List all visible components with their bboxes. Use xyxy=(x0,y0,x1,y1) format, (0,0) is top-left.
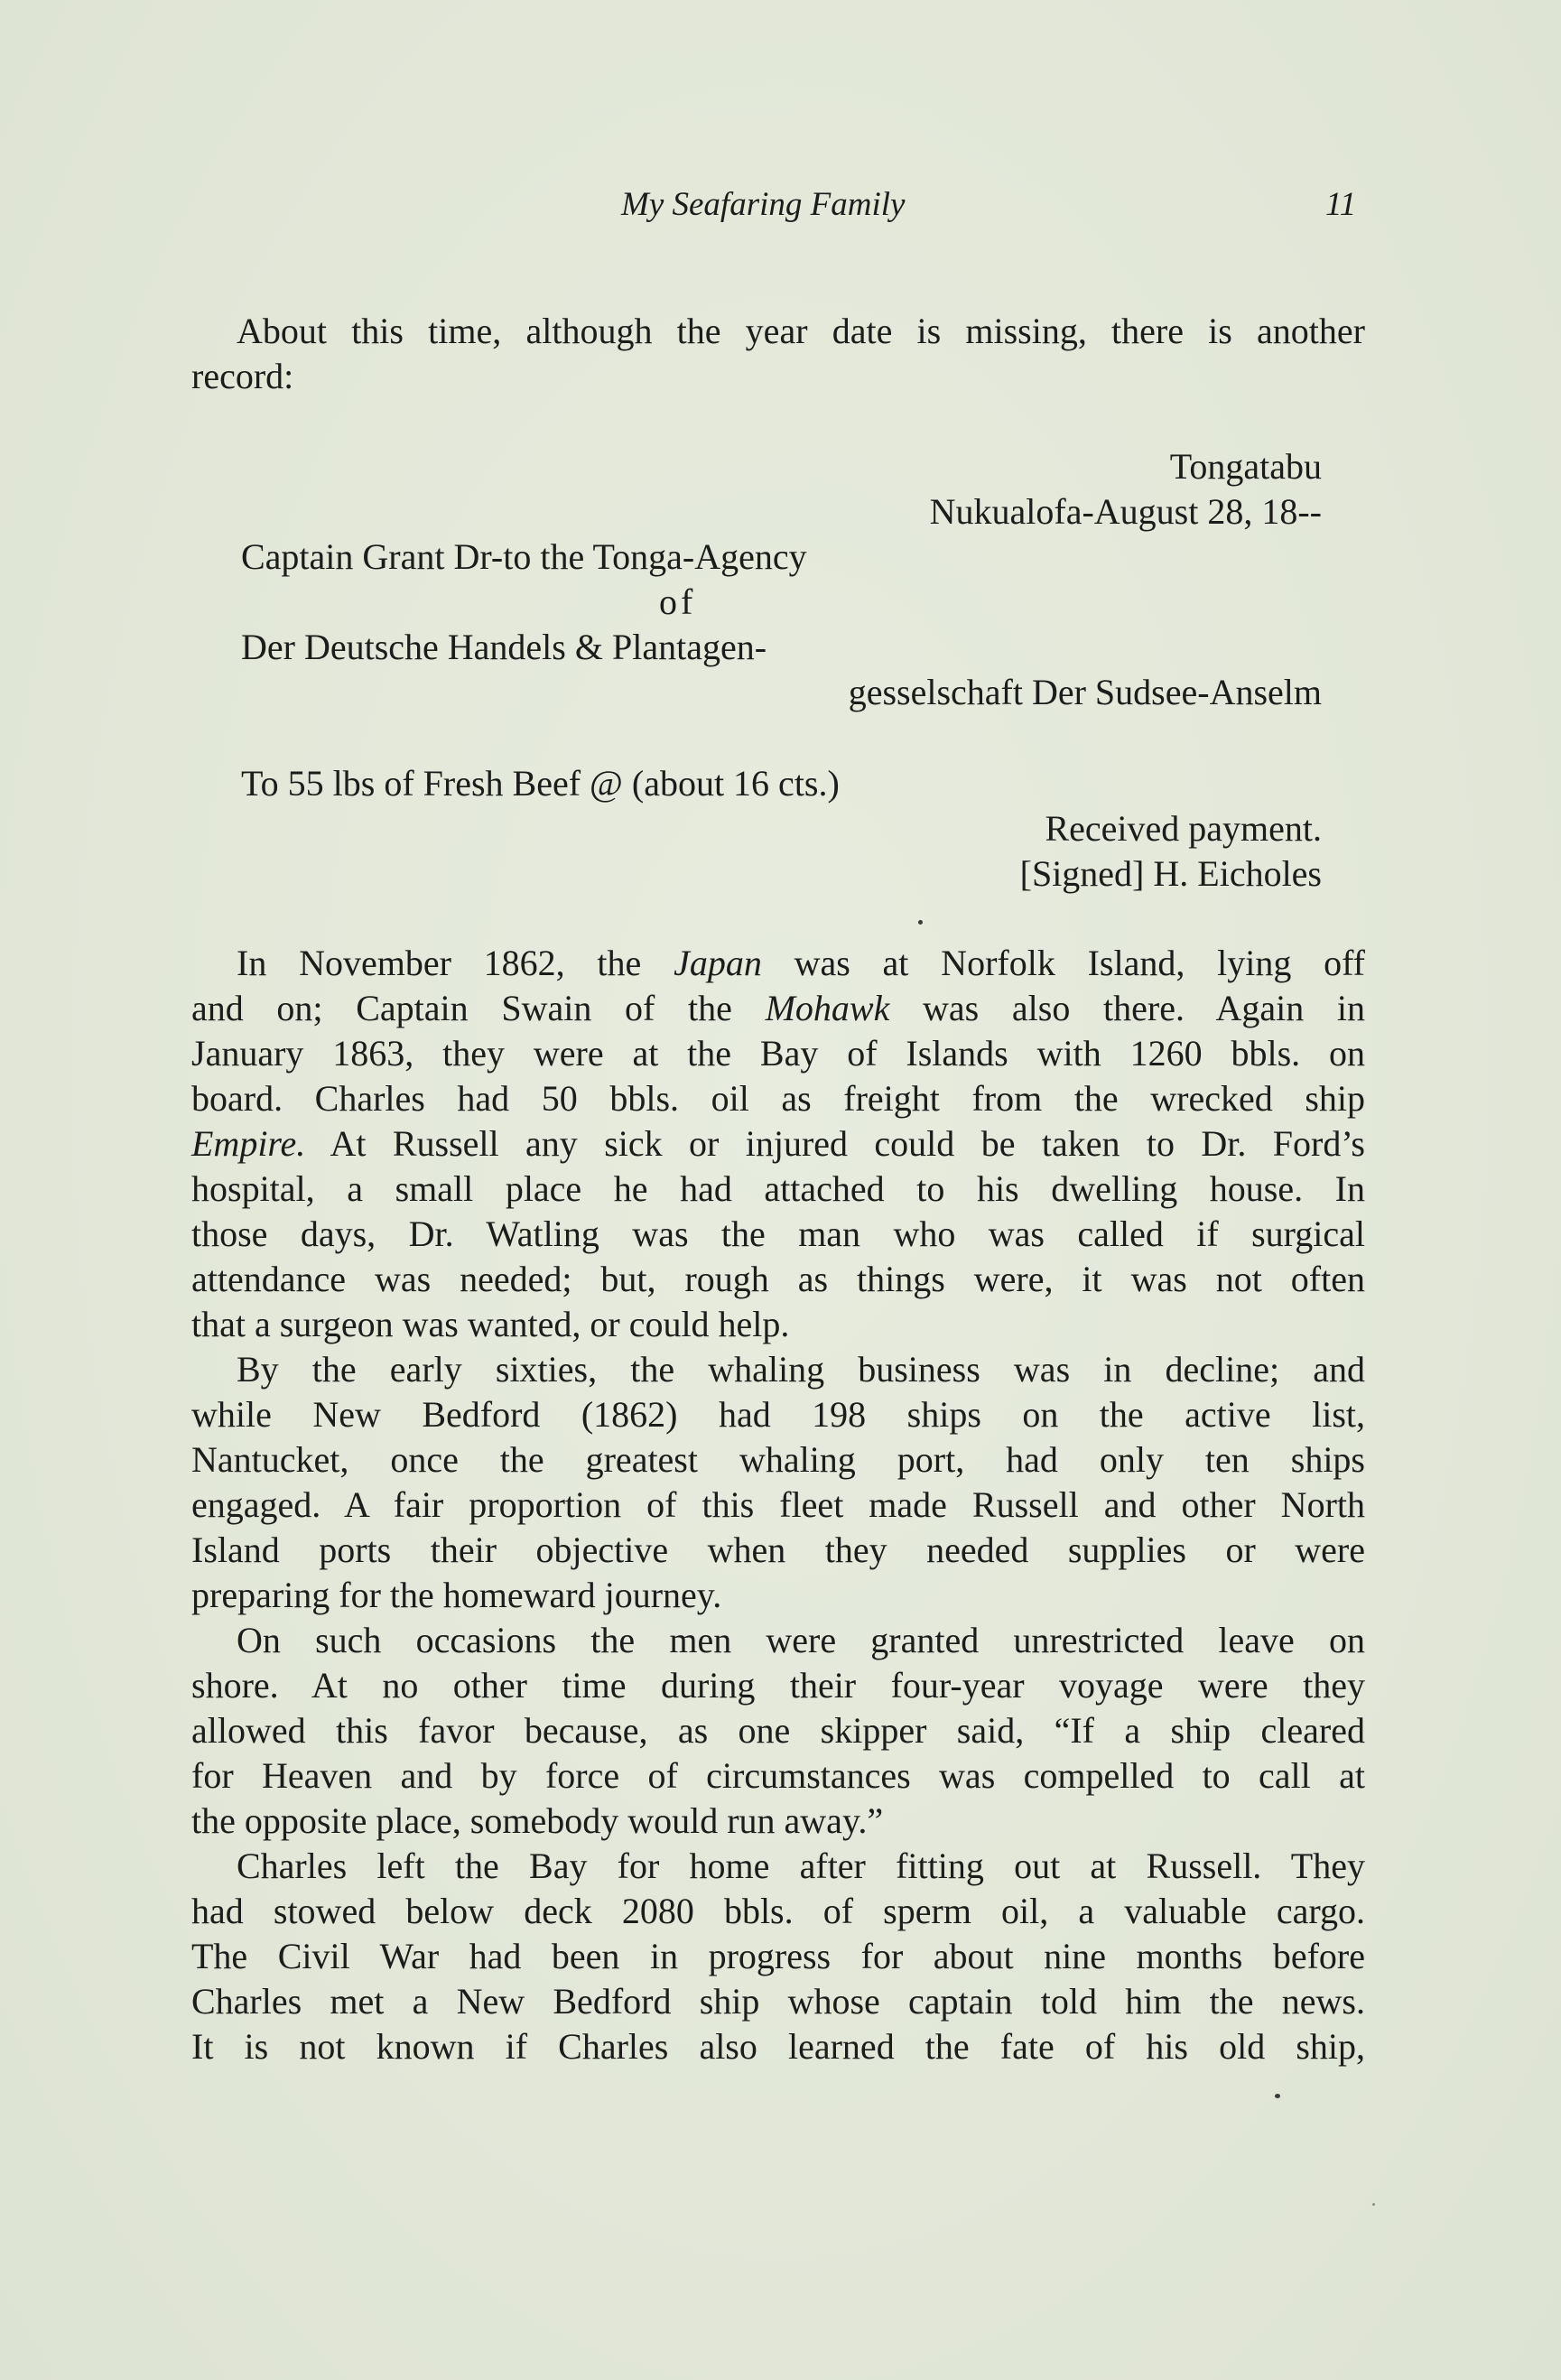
record-company-line2: gesselschaft Der Sudsee-Anselm xyxy=(848,672,1322,712)
ship-name: Empire. xyxy=(191,1123,306,1164)
record-company-line1: Der Deutsche Handels & Plantagen- xyxy=(241,627,767,667)
ship-name: Japan xyxy=(674,943,762,983)
body-line: allowed this favor because, as one skipper said, “If a ship cleared xyxy=(191,1710,1365,1751)
ink-speck xyxy=(1372,2203,1375,2206)
ink-speck xyxy=(918,920,923,925)
body-line: Charles met a New Bedford ship whose captain told him the news. xyxy=(191,1981,1365,2022)
body-line: Island ports their objective when they needed supplies or were xyxy=(191,1529,1365,1570)
body-line: shore. At no other time during their four-year voyage were they xyxy=(191,1665,1365,1706)
body-line: had stowed below deck 2080 bbls. of sperm oil, a valuable cargo. xyxy=(191,1891,1365,1931)
record-debtor: Captain Grant Dr-to the Tonga-Agency xyxy=(241,536,807,577)
record-item: To 55 lbs of Fresh Beef @ (about 16 cts.) xyxy=(241,763,840,804)
record-signature: [Signed] H. Eicholes xyxy=(1019,853,1322,894)
record-date: Nukualofa-August 28, 18-- xyxy=(929,491,1322,532)
body-line: while New Bedford (1862) had 198 ships on the active list, xyxy=(191,1394,1365,1435)
body-line: and on; Captain Swain of the Mohawk was also there. Again in xyxy=(191,988,1366,1028)
body-line: board. Charles had 50 bbls. oil as freight from the wrecked ship xyxy=(191,1078,1365,1119)
ship-name: Mohawk xyxy=(765,988,890,1028)
body-line: By the early sixties, the whaling business was in decline; and xyxy=(237,1349,1365,1390)
body-line: In November 1862, the Japan was at Norfolk Island, lying off xyxy=(237,943,1365,983)
record-of: of xyxy=(659,581,697,622)
record-place: Tongatabu xyxy=(1169,446,1322,487)
page-number: 11 xyxy=(1325,186,1357,223)
body-line: Nantucket, once the greatest whaling port, had only ten ships xyxy=(191,1439,1365,1480)
body-line: Empire. At Russell any sick or injured could be taken to Dr. Ford’s xyxy=(191,1123,1365,1164)
intro-line: About this time, although the year date is missing, there is another xyxy=(237,311,1365,351)
body-line: the opposite place, somebody would run away.” xyxy=(191,1800,884,1841)
body-line: those days, Dr. Watling was the man who was called if surgical xyxy=(191,1213,1365,1254)
body-line: engaged. A fair proportion of this fleet made Russell and other North xyxy=(191,1484,1365,1525)
ink-speck xyxy=(1275,2094,1280,2098)
body-line: It is not known if Charles also learned the fate of his old ship, xyxy=(191,2026,1365,2067)
intro-line: record: xyxy=(191,356,294,396)
body-line: The Civil War had been in progress for about nine months before xyxy=(191,1936,1365,1976)
body-line: On such occasions the men were granted unrestricted leave on xyxy=(237,1620,1365,1660)
body-line: hospital, a small place he had attached to his dwelling house. In xyxy=(191,1168,1365,1209)
running-title: My Seafaring Family xyxy=(621,186,906,223)
body-line: that a surgeon was wanted, or could help. xyxy=(191,1304,790,1344)
body-line: for Heaven and by force of circumstances was compelled to call at xyxy=(191,1755,1365,1796)
body-line: January 1863, they were at the Bay of Islands with 1260 bbls. on xyxy=(191,1033,1365,1074)
body-line: preparing for the homeward journey. xyxy=(191,1575,722,1615)
record-received: Received payment. xyxy=(1045,808,1322,849)
body-line: attendance was needed; but, rough as things were, it was not often xyxy=(191,1259,1365,1299)
body-line: Charles left the Bay for home after fitting out at Russell. They xyxy=(237,1845,1365,1886)
